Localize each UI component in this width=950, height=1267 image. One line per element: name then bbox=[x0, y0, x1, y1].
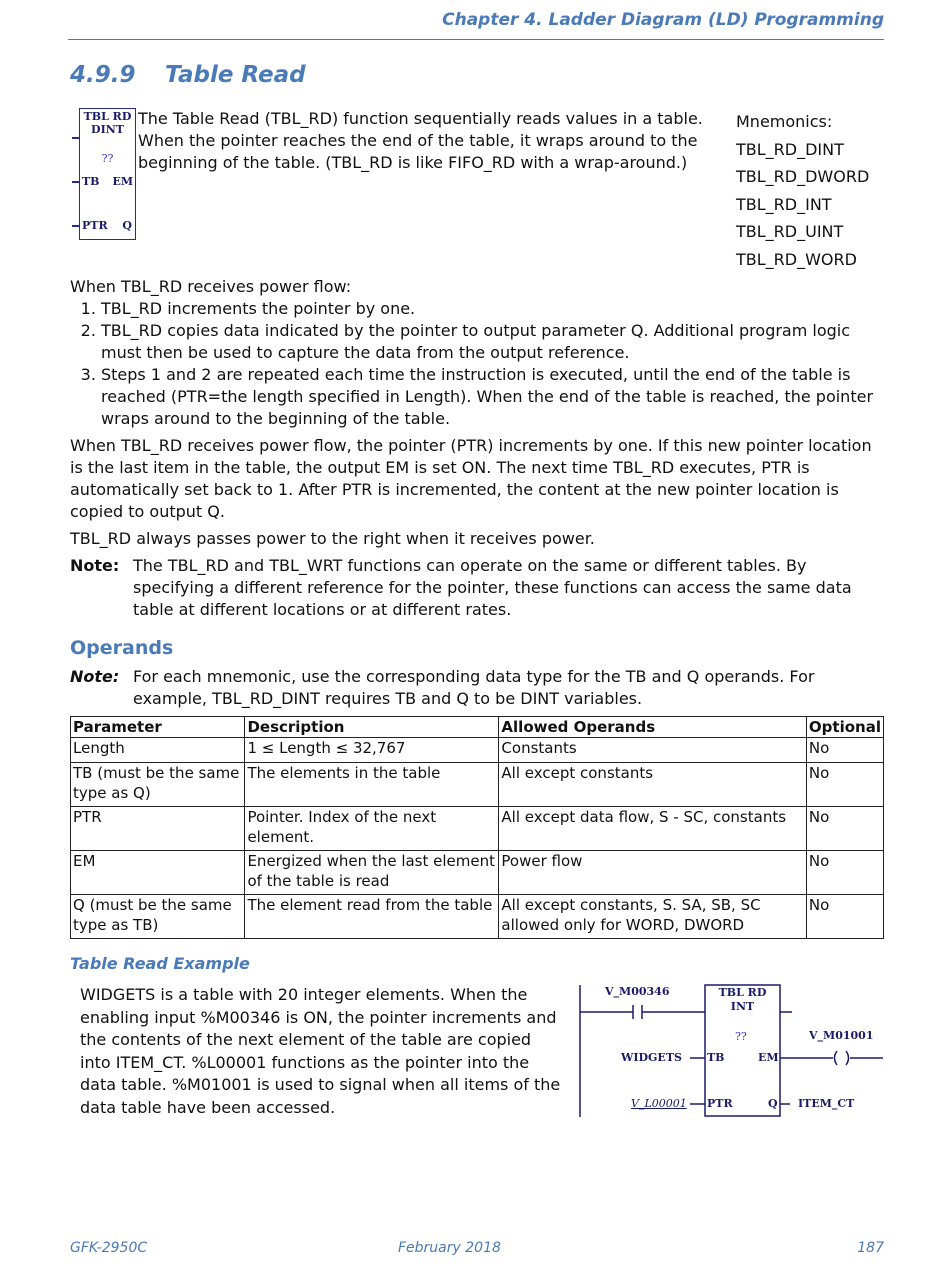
body-block bbox=[70, 276, 880, 621]
mnemonic-item: TBL_RD_INT bbox=[736, 194, 832, 214]
table-row bbox=[71, 851, 884, 895]
block-title: TBL RD bbox=[718, 986, 767, 999]
table-cell: Constants bbox=[499, 738, 807, 763]
operands-note bbox=[70, 666, 880, 710]
block-tb: TB bbox=[82, 175, 100, 188]
example-text: WIDGETS is a table with 20 integer elements. When the enabling input %M00346 is ON, the pointer increments and the contents of the next element of the table are copied into ITEM_CT. %L00001 functions as the pointer into the data table. %M01001 is used to signal when all items of the data table have been accessed. bbox=[80, 985, 561, 1117]
table-cell: TB (must be the same type as Q) bbox=[71, 763, 245, 807]
table-cell: The element read from the table bbox=[245, 895, 499, 939]
block-ptr: PTR bbox=[707, 1097, 733, 1110]
header-divider bbox=[68, 39, 884, 40]
block-ptr: PTR bbox=[82, 219, 108, 232]
table-cell: All except data flow, S - SC, constants bbox=[499, 807, 807, 851]
block-instance: ?? bbox=[735, 1030, 747, 1043]
mnemonics-list bbox=[736, 108, 869, 273]
mnemonic-item: TBL_RD_WORD bbox=[736, 249, 857, 269]
block-enable-line bbox=[72, 137, 79, 139]
column-header: Description bbox=[245, 717, 499, 738]
table-cell: Power flow bbox=[499, 851, 807, 895]
block-ptr-line bbox=[72, 225, 79, 227]
mnemonic-item: TBL_RD_UINT bbox=[736, 222, 844, 241]
column-header: Parameter bbox=[71, 717, 245, 738]
contact-label: V_M00346 bbox=[605, 985, 670, 998]
table-row bbox=[71, 807, 884, 851]
note-label: Note: bbox=[70, 556, 120, 575]
block-q: Q bbox=[768, 1097, 778, 1110]
block-tb-line bbox=[72, 181, 79, 183]
note-text: The TBL_RD and TBL_WRT functions can operate on the same or different tables. By specifying a different reference for the pointer, these functions can access the same data table at different locations or at different rates. bbox=[133, 556, 852, 619]
table-cell: No bbox=[806, 895, 883, 939]
mnemonics-label: Mnemonics: bbox=[736, 112, 833, 131]
step-item: 3. Steps 1 and 2 are repeated each time the instruction is executed, until the end of the table is reached (PTR=the length specified in Length). When the end of the table is reached, the pointer wraps around to the beginning of the table. bbox=[101, 364, 880, 430]
step-item: 1. TBL_RD increments the pointer by one. bbox=[101, 298, 880, 320]
table-cell: No bbox=[806, 851, 883, 895]
function-block-diagram bbox=[79, 108, 136, 240]
operands-table bbox=[70, 716, 884, 939]
example-heading: Table Read Example bbox=[70, 954, 250, 973]
block-type: DINT bbox=[91, 123, 124, 136]
mnemonic-item: TBL_RD_DWORD bbox=[736, 167, 870, 186]
table-cell: 1 ≤ Length ≤ 32,767 bbox=[245, 738, 499, 763]
note-label: Note: bbox=[70, 667, 120, 686]
table-cell: The elements in the table bbox=[245, 763, 499, 807]
footer-doc-id: GFK-2950C bbox=[70, 1240, 148, 1256]
table-cell: PTR bbox=[71, 807, 245, 851]
block-tb: TB bbox=[707, 1051, 725, 1064]
table-cell: EM bbox=[71, 851, 245, 895]
table-cell: No bbox=[806, 738, 883, 763]
paragraph: When TBL_RD receives power flow, the pointer (PTR) increments by one. If this new pointer location is the last item in the table, the output EM is set ON. The next time TBL_RD executes, PTR is automatically set back to 1. After PTR is incremented, the content at the new pointer location is copied to output Q. bbox=[70, 436, 872, 521]
table-row bbox=[71, 895, 884, 939]
footer-date: February 2018 bbox=[398, 1240, 501, 1256]
block-type: INT bbox=[730, 1000, 755, 1013]
table-row bbox=[71, 738, 884, 763]
note-text: For each mnemonic, use the corresponding data type for the TB and Q operands. For example, TBL_RD_DINT requires TB and Q to be DINT variables. bbox=[133, 667, 815, 708]
block-em: EM bbox=[758, 1051, 779, 1064]
section-title: Table Read bbox=[165, 62, 306, 88]
coil-label: V_M01001 bbox=[809, 1029, 874, 1042]
table-cell: Length bbox=[71, 738, 245, 763]
block-instance: ?? bbox=[101, 152, 114, 165]
table-cell: All except constants bbox=[499, 763, 807, 807]
operands-heading: Operands bbox=[70, 637, 174, 659]
power-flow-intro: When TBL_RD receives power flow: bbox=[70, 277, 352, 296]
table-row bbox=[71, 763, 884, 807]
chapter-header: Chapter 4. Ladder Diagram (LD) Programming bbox=[442, 10, 884, 30]
note bbox=[70, 555, 880, 621]
ladder-diagram bbox=[575, 975, 895, 1125]
table-cell: All except constants, S. SA, SB, SC allowed only for WORD, DWORD bbox=[499, 895, 807, 939]
q-output-label: ITEM_CT bbox=[798, 1097, 855, 1110]
section-heading bbox=[70, 62, 306, 88]
steps-list bbox=[70, 298, 880, 430]
block-em: EM bbox=[112, 175, 133, 188]
table-header-row bbox=[71, 717, 884, 738]
block-title: TBL RD bbox=[83, 110, 132, 123]
footer-page-number: 187 bbox=[857, 1240, 884, 1256]
block-q: Q bbox=[122, 219, 132, 232]
table-cell: No bbox=[806, 763, 883, 807]
step-item: 2. TBL_RD copies data indicated by the pointer to output parameter Q. Additional program logic must then be used to capture the data from the output reference. bbox=[101, 320, 880, 364]
table-cell: Q (must be the same type as TB) bbox=[71, 895, 245, 939]
column-header: Optional bbox=[806, 717, 883, 738]
mnemonic-item: TBL_RD_DINT bbox=[736, 139, 844, 159]
intro-text: The Table Read (TBL_RD) function sequentially reads values in a table. When the pointer reaches the end of the table, it wraps around to the beginning of the table. (TBL_RD is like FIFO_RD with a wrap-around.) bbox=[138, 109, 703, 172]
paragraph: TBL_RD always passes power to the right when it receives power. bbox=[70, 529, 595, 548]
table-cell: Energized when the last element of the table is read bbox=[245, 851, 499, 895]
section-number: 4.9.9 bbox=[70, 62, 136, 88]
column-header: Allowed Operands bbox=[499, 717, 807, 738]
table-cell: No bbox=[806, 807, 883, 851]
table-cell: Pointer. Index of the next element. bbox=[245, 807, 499, 851]
ptr-input-label: V_L00001 bbox=[631, 1097, 687, 1110]
tb-input-label: WIDGETS bbox=[621, 1051, 682, 1064]
